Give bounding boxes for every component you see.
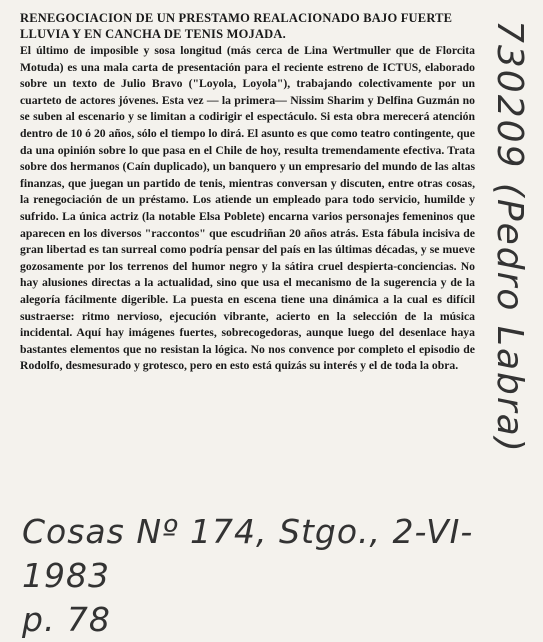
newspaper-clipping bbox=[20, 10, 475, 508]
handwritten-page: p. 78 bbox=[22, 600, 111, 639]
handwritten-source bbox=[22, 510, 543, 642]
handwritten-citation: Cosas Nº 174, Stgo., 2-VI-1983 bbox=[22, 512, 474, 595]
article-headline: RENEGOCIACION DE UN PRESTAMO REALACIONADO BAJO FUERTE LLUVIA Y EN CANCHA DE TENIS MOJADA. bbox=[20, 11, 453, 41]
handwritten-id-author: 730209 (Pedro Labra) bbox=[489, 20, 530, 454]
article-body: El último de imposible y sosa longitud (más cerca de Lina Wertmuller que de Florcita Motuda) es una mala carta de presentación para el reciente estreno de ICTUS, elaborado sobre un texto de Julio Bravo ("Loyola, Loyola"), trabajando colectivamente por un cuarteto de actores jóvenes. Esta vez — la primera— Nissim Sharim y Delfina Guzmán no se suben al escenario y se limitan a codirigir el espectáculo. Si esta obra merecerá atención dentro de 10 ó 20 años, sólo el tiempo lo dirá. El asunto es que como teatro contingente, que da una opinión sobre lo que pasa en el Chile de hoy, resulta tremendamente efectiva. Trata sobre dos hermanos (Caín duplicado), un banquero y un empresario del mundo de las altas finanzas, que juegan un partido de tenis, mientras conversan y discuten, entre otras cosas, la renegociación de un préstamo. Los atiende un empleado para todo servicio, humilde y sufrido. La única actriz (la notable Elsa Poblete) encarna varios personajes femeninos que aparecen en los diversos "raccontos" que escudriñan 20 años atrás. Esta fábula incisiva de gran libertad es tan surreal como podría pensar del país en las últimas décadas, y se mueve gozosamente por los terrenos del humor negro y la sátira cruel despierta-conciencias. No hay alusiones directas a la actualidad, sino que usa el mecanismo de la sugerencia y de la alegoría fácilmente digerible. La puesta en escena tiene una dinámica a la cual es difícil sustraerse: ritmo nervioso, ejecución vibrante, acierto en la selección de la música incidental. Aquí hay imágenes fuertes, sobrecogedoras, aunque luego del desenlace haya bastantes elementos que no resistan la lógica. No nos convence por completo el episodio de Rodolfo, desmesurado y grotesco, pero en esto está quizás su interés y el de toda la obra. bbox=[20, 44, 475, 373]
